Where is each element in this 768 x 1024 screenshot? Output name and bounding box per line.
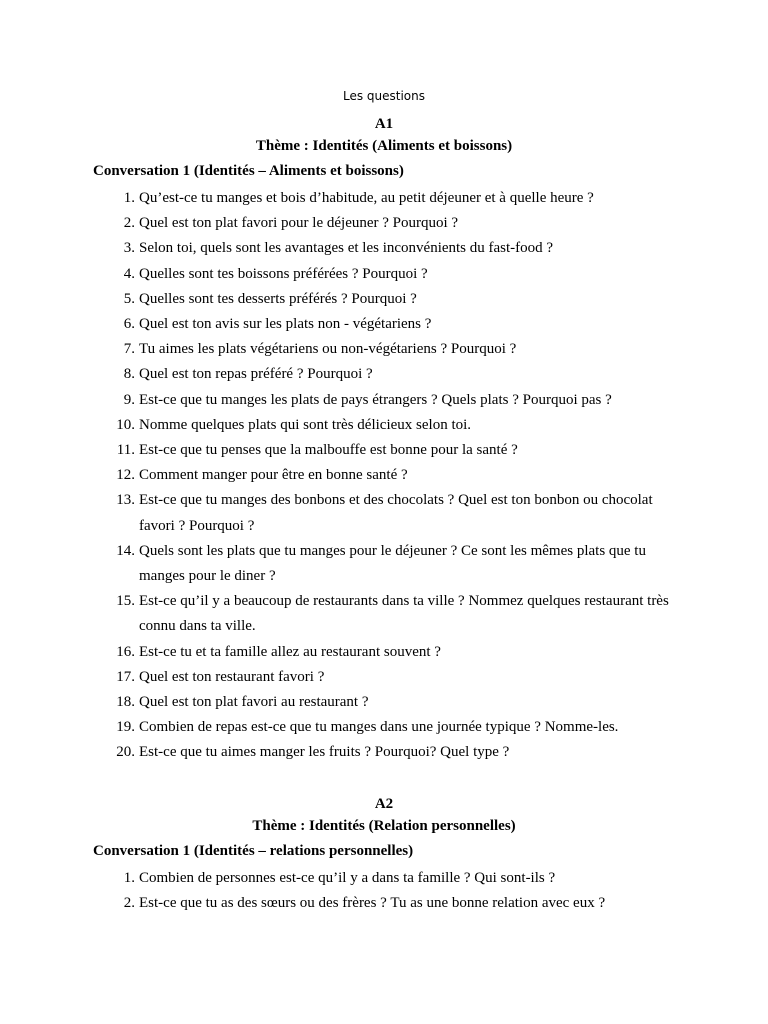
question-text: Est-ce que tu manges des bonbons et des chocolats ? Quel est ton bonbon ou chocolat favori ? Pourquoi ?: [139, 492, 653, 534]
question-number: 11.: [116, 442, 135, 459]
question-item: [116, 640, 679, 665]
question-number: 2.: [123, 215, 135, 232]
question-number: 5.: [123, 290, 135, 307]
question-item: [116, 740, 679, 765]
question-number: 13.: [116, 492, 135, 509]
question-text: Est-ce que tu aimes manger les fruits ? Pourquoi? Quel type ?: [139, 744, 510, 761]
section-a1: [0, 114, 768, 766]
question-number: 8.: [123, 366, 135, 383]
question-number: 17.: [116, 668, 135, 685]
question-item: [116, 690, 679, 715]
level-heading: A2: [374, 796, 394, 812]
conversation-heading: Conversation 1 (Identités – relations personnelles): [93, 843, 414, 859]
question-item: [116, 438, 679, 463]
theme-heading: Thème : Identités (Aliments et boissons): [255, 138, 513, 154]
question-number: 1.: [123, 870, 135, 886]
question-number: 9.: [123, 391, 135, 408]
question-item: [116, 539, 679, 589]
question-item: [116, 715, 679, 740]
question-text: Selon toi, quels sont les avantages et les inconvénients du fast-food ?: [139, 240, 554, 257]
question-item: [123, 262, 679, 287]
question-number: 19.: [116, 719, 135, 736]
question-number: 10.: [116, 416, 135, 433]
conversation-heading: Conversation 1 (Identités – Aliments et boissons): [93, 163, 404, 179]
theme-heading: Thème : Identités (Relation personnelles): [252, 818, 516, 834]
question-list: [0, 866, 679, 916]
question-item: [116, 463, 679, 488]
question-text: Est-ce que tu as des sœurs ou des frères ? Tu as une bonne relation avec eux ?: [139, 895, 606, 912]
question-number: 18.: [116, 694, 135, 711]
section-a2: [0, 794, 768, 916]
question-number: 12.: [116, 467, 135, 484]
question-number: 7.: [123, 341, 135, 358]
question-item: [123, 866, 679, 891]
question-item: [116, 413, 679, 438]
question-item: [123, 362, 679, 387]
question-item: [116, 589, 679, 639]
question-text: Quel est ton plat favori pour le déjeuner ? Pourquoi ?: [139, 215, 459, 232]
question-text: Quels sont les plats que tu manges pour le déjeuner ? Ce sont les mêmes plats que tu manges pour le diner ?: [139, 542, 646, 585]
question-item: [116, 488, 679, 538]
question-item: [123, 186, 679, 211]
question-text: Quelles sont tes desserts préférés ? Pourquoi ?: [139, 290, 417, 307]
question-item: [123, 891, 679, 916]
question-item: [123, 211, 679, 236]
question-number: 6.: [123, 316, 135, 333]
question-list: [0, 186, 679, 766]
question-text: Quel est ton avis sur les plats non - végétariens ?: [139, 316, 432, 333]
question-item: [123, 287, 679, 312]
question-item: [123, 388, 679, 413]
question-text: Quel est ton repas préféré ? Pourquoi ?: [139, 366, 373, 383]
question-number: 4.: [123, 265, 135, 282]
question-text: Est-ce que tu manges les plats de pays étrangers ? Quels plats ? Pourquoi pas ?: [139, 391, 612, 408]
question-text: Quel est ton restaurant favori ?: [139, 668, 325, 685]
question-number: 15.: [116, 593, 135, 610]
question-text: Qu’est-ce tu manges et bois d’habitude, au petit déjeuner et à quelle heure ?: [139, 190, 594, 206]
question-number: 16.: [116, 643, 135, 660]
question-number: 20.: [116, 744, 135, 761]
question-number: 2.: [123, 895, 135, 912]
question-number: 3.: [123, 240, 135, 257]
document-title: Les questions: [342, 89, 426, 103]
question-text: Combien de personnes est-ce qu’il y a dans ta famille ? Qui sont-ils ?: [139, 870, 556, 886]
level-heading: A1: [374, 116, 394, 132]
question-text: Est-ce qu’il y a beaucoup de restaurants dans ta ville ? Nommez quelques restaurant très connu dans ta ville.: [139, 593, 669, 635]
question-item: [123, 312, 679, 337]
question-item: [123, 337, 679, 362]
question-text: Quel est ton plat favori au restaurant ?: [139, 694, 369, 711]
question-text: Combien de repas est-ce que tu manges dans une journée typique ? Nomme-les.: [139, 719, 619, 736]
question-item: [123, 236, 679, 261]
question-item: [116, 665, 679, 690]
question-text: Est-ce que tu penses que la malbouffe est bonne pour la santé ?: [139, 442, 518, 459]
question-text: Comment manger pour être en bonne santé ?: [139, 467, 408, 484]
question-number: 1.: [123, 190, 135, 206]
question-text: Tu aimes les plats végétariens ou non-végétariens ? Pourquoi ?: [139, 341, 517, 358]
question-text: Nomme quelques plats qui sont très délicieux selon toi.: [139, 416, 472, 433]
question-text: Quelles sont tes boissons préférées ? Pourquoi ?: [139, 265, 428, 282]
question-number: 14.: [116, 542, 135, 559]
question-text: Est-ce tu et ta famille allez au restaurant souvent ?: [139, 643, 441, 660]
